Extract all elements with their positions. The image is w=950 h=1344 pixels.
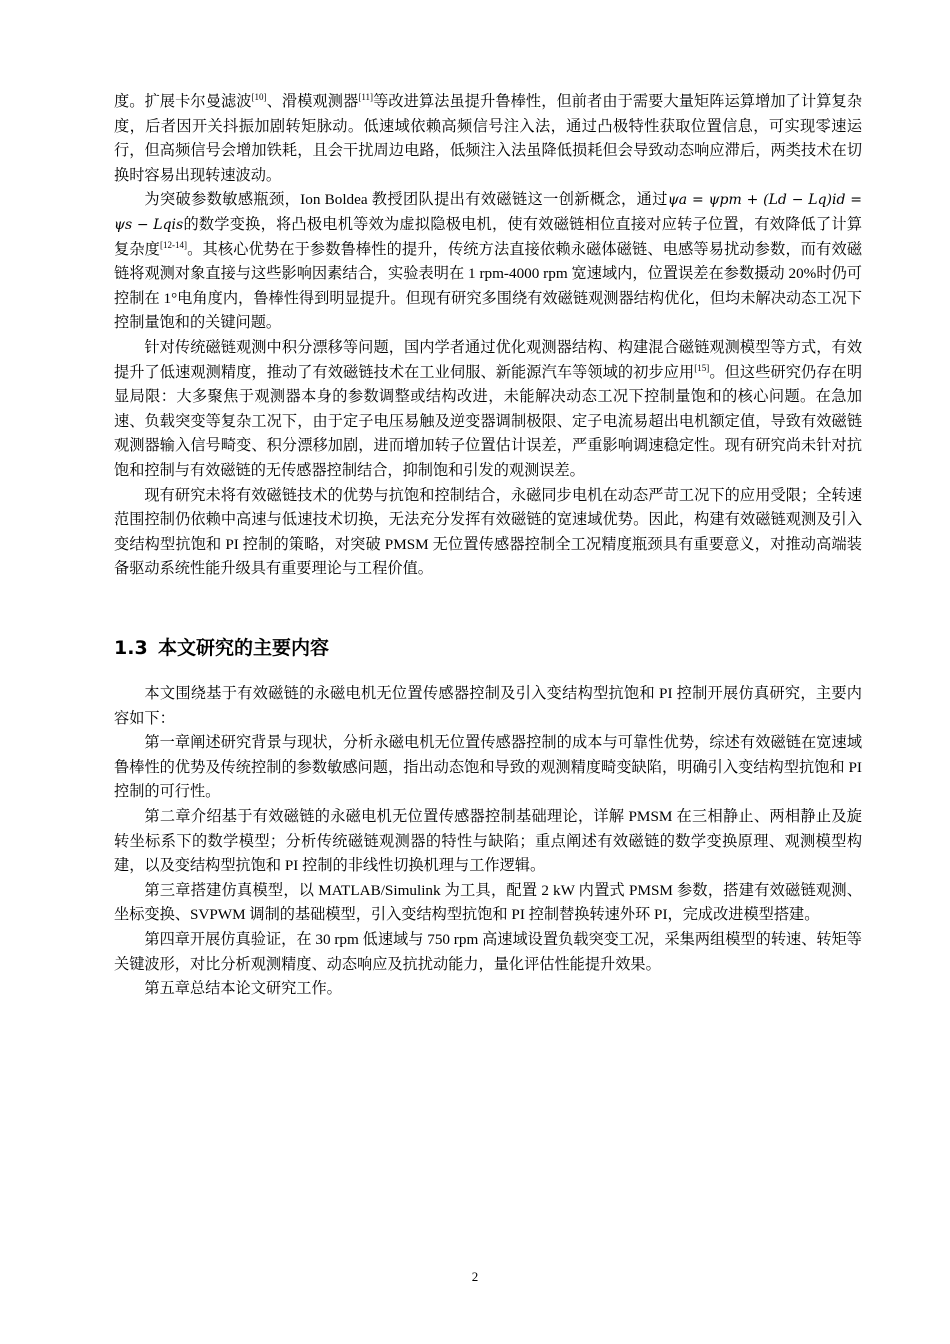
- paragraph-2: [114, 188, 862, 336]
- paragraph-3-text-a: 针对传统磁链观测中积分漂移等问题，国内学者通过优化观测器结构、构建混合磁链观测模型等方式，有效提升了低速观测精度，推动了有效磁链技术在工业伺服、新能源汽车等领域的初步应用: [114, 338, 862, 381]
- chapter-1-paragraph: 第一章阐述研究背景与现状，分析永磁电机无位置传感器控制的成本与可靠性优势，综述有效磁链在宽速域鲁棒性的优势及传统控制的参数敏感问题，指出动态饱和导致的观测精度畸变缺陷，明确引入变结构型抗饱和 PI 控制的可行性。: [114, 734, 862, 801]
- chapter-5-paragraph: 第五章总结本论文研究工作。: [144, 980, 342, 998]
- citation-12-14: [12-14]: [160, 239, 188, 250]
- paragraph-1-text-c: 等改进算法虽提升鲁棒性，但前者由于需要大量矩阵运算增加了计算复杂度，后者因开关抖振加剧转矩脉动。低速域依赖高频信号注入法，通过凸极特性获取位置信息，可实现零速运行，但高频信号会增加铁耗，且会干扰周边电路，低频注入法虽降低损耗但会导致动态响应滞后，两类技术在切换时容易出现转速波动。: [114, 93, 863, 184]
- citation-15: [15]: [694, 362, 710, 373]
- section-title: 本文研究的主要内容: [158, 637, 330, 659]
- paragraph-1-text-a: 度。扩展卡尔曼滤波: [114, 93, 252, 110]
- paragraph-1: [114, 90, 862, 188]
- paragraph-1-text-b: 、滑模观测器: [266, 93, 359, 110]
- chapter-2-paragraph: 第二章介绍基于有效磁链的永磁电机无位置传感器控制基础理论，详解 PMSM 在三相静止、两相静止及旋转坐标系下的数学模型；分析传统磁链观测器的特性与缺陷；重点阐述有效磁链的数学变换原理、观测模型构建，以及变结构型抗饱和 PI 控制的非线性切换机理与工作逻辑。: [114, 807, 862, 875]
- chapter-4-paragraph: 第四章开展仿真验证，在 30 rpm 低速域与 750 rpm 高速域设置负载突变工况，采集两组模型的转速、转矩等关键波形，对比分析观测精度、动态响应及抗扰动能力，量化评估性能提升效果。: [114, 930, 862, 973]
- section-1-3-body: [114, 682, 862, 1002]
- section-number: 1.3: [114, 637, 148, 659]
- paragraph-4: 现有研究未将有效磁链技术的优势与抗饱和控制结合，永磁同步电机在动态严苛工况下的应用受限；全转速范围控制仍依赖中高速与低速技术切换，无法充分发挥有效磁链的宽速域优势。因此，构建有效磁链观测及引入变结构型抗饱和 PI 控制的策略，对突破 PMSM 无位置传感器控制全工况精度瓶颈具有重要意义，对推动高端装备驱动系统性能升级具有重要理论与工程价值。: [114, 486, 862, 578]
- citation-10: [10]: [251, 92, 267, 102]
- effective-flux-formula: ψa = ψpm + (Ld − Lq)id = ψs − Lqis: [114, 192, 863, 233]
- paragraph-2-text-b: 的数学变换，将凸极电机等效为虚拟隐极电机，使有效磁链相位直接对应转子位置，有效降低了计算复杂度: [114, 215, 863, 258]
- paragraph-3-text-b: 。但这些研究仍存在明显局限：大多聚焦于观测器本身的参数调整或结构改进，未能解决动态工况下控制量饱和的核心问题。在急加速、负载突变等复杂工况下，由于定子电压易触及逆变器调制极限、定子电流易超出电机额定值，导致有效磁链观测器输入信号畸变、积分漂移加剧，进而增加转子位置估计误差，严重影响调速稳定性。现有研究尚未针对抗饱和控制与有效磁链的无传感器控制结合，抑制饱和引发的观测误差。: [114, 363, 863, 479]
- page-number: 2: [471, 1269, 479, 1284]
- paragraph-2-text-a: 为突破参数敏感瓶颈，Ion Boldea 教授团队提出有效磁链这一创新概念，通过: [144, 191, 668, 209]
- paragraph-2-text-c: 。其核心优势在于参数鲁棒性的提升，传统方法直接依赖永磁体磁链、电感等易扰动参数，而有效磁链将观测对象直接与这些影响因素结合，实验表明在 1 rpm-4000 rpm 宽速域内，位置误差在参数摄动 20%时仍可控制在 1°电角度内，鲁棒性得到明显提升。但现有研究多围绕有效磁链观测器结构优化，但均未解决动态工况下控制量饱和的关键问题。: [114, 240, 863, 332]
- paragraph-3: [114, 336, 862, 484]
- citation-11: [11]: [358, 92, 374, 102]
- chapter-3-paragraph: 第三章搭建仿真模型，以 MATLAB/Simulink 为工具，配置 2 kW 内置式 PMSM 参数，搭建有效磁链观测、坐标变换、SVPWM 调制的基础模型，引入变结构型抗饱和 PI 控制替换转速外环 PI，完成改进模型搭建。: [114, 881, 862, 924]
- section-heading-1-3: [114, 634, 329, 662]
- content-intro-paragraph: 本文围绕基于有效磁链的永磁电机无位置传感器控制及引入变结构型抗饱和 PI 控制开展仿真研究，主要内容如下：: [114, 685, 862, 727]
- section-1-2-body: [114, 90, 862, 582]
